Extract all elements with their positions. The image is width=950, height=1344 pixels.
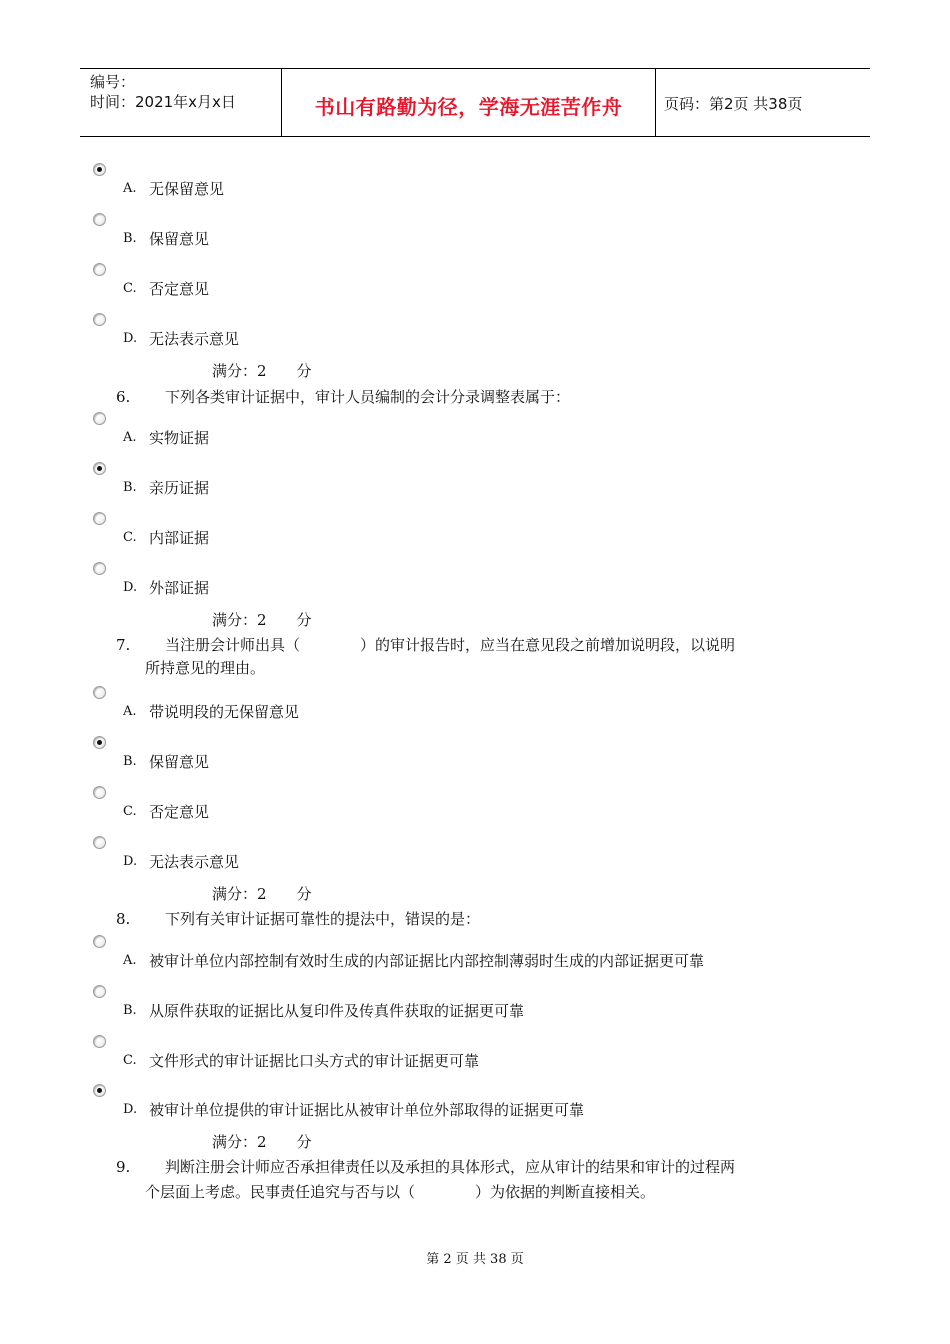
option-letter: D.: [123, 331, 138, 346]
option-letter: A.: [123, 953, 137, 968]
radio-q6-a[interactable]: [93, 412, 106, 425]
option-text: 被审计单位提供的审计证据比从被审计单位外部取得的证据更可靠: [149, 1101, 585, 1119]
question-number: 9.: [116, 1158, 131, 1176]
header-page-cell: [656, 69, 870, 136]
option-letter: B.: [123, 754, 137, 769]
document-time-label: 时间：2021年x月x日: [90, 93, 236, 111]
option-text: 否定意见: [149, 280, 210, 298]
question-stem: 下列各类审计证据中，审计人员编制的会计分录调整表属于：: [165, 388, 571, 406]
option-letter: B.: [123, 231, 137, 246]
question-stem-continued: 所持意见的理由。: [145, 659, 266, 677]
radio-q8-a[interactable]: [93, 935, 106, 948]
score-line: 满分：2 分: [212, 362, 312, 380]
question-stem: 当注册会计师出具（ ）的审计报告时，应当在意见段之前增加说明段，以说明: [165, 636, 736, 654]
option-letter: D.: [123, 1102, 138, 1117]
radio-q8-d[interactable]: [93, 1084, 106, 1097]
radio-q7-c[interactable]: [93, 786, 106, 799]
score-line: 满分：2 分: [212, 1133, 312, 1151]
option-letter: C.: [123, 530, 137, 545]
radio-q5-c[interactable]: [93, 263, 106, 276]
score-line: 满分：2 分: [212, 611, 312, 629]
option-letter: A.: [123, 704, 137, 719]
header-page-label: 页码：第2页 共38页: [664, 95, 803, 113]
header-motto-cell: [281, 69, 656, 136]
option-letter: C.: [123, 281, 137, 296]
score-line: 满分：2 分: [212, 885, 312, 903]
option-letter: B.: [123, 480, 137, 495]
option-text: 被审计单位内部控制有效时生成的内部证据比内部控制薄弱时生成的内部证据更可靠: [149, 952, 705, 970]
option-letter: B.: [123, 1003, 137, 1018]
radio-q6-b[interactable]: [93, 462, 106, 475]
question-number: 6.: [116, 388, 131, 406]
radio-q8-c[interactable]: [93, 1035, 106, 1048]
option-text: 无保留意见: [149, 180, 225, 198]
radio-q7-b[interactable]: [93, 736, 106, 749]
radio-q6-c[interactable]: [93, 512, 106, 525]
option-text: 外部证据: [149, 579, 210, 597]
option-text: 保留意见: [149, 753, 210, 771]
question-stem-continued: 个层面上考虑。民事责任追究与否与以（ ）为依据的判断直接相关。: [145, 1183, 656, 1201]
option-text: 无法表示意见: [149, 330, 240, 348]
option-letter: A.: [123, 430, 137, 445]
option-text: 亲历证据: [149, 479, 210, 497]
option-letter: A.: [123, 181, 137, 196]
option-text: 保留意见: [149, 230, 210, 248]
option-letter: D.: [123, 854, 138, 869]
header-motto: 书山有路勤为径，学海无涯苦作舟: [314, 95, 623, 119]
header-meta-cell: [80, 69, 281, 136]
option-letter: C.: [123, 804, 137, 819]
question-number: 7.: [116, 636, 131, 654]
option-text: 带说明段的无保留意见: [149, 703, 300, 721]
question-stem: 下列有关审计证据可靠性的提法中，错误的是：: [165, 910, 481, 928]
radio-q6-d[interactable]: [93, 562, 106, 575]
option-text: 内部证据: [149, 529, 210, 547]
radio-q7-d[interactable]: [93, 836, 106, 849]
question-stem: 判断注册会计师应否承担律责任以及承担的具体形式，应从审计的结果和审计的过程两: [165, 1158, 736, 1176]
page-footer: 第 2 页 共 38 页: [426, 1252, 524, 1267]
radio-q5-a[interactable]: [93, 163, 106, 176]
option-text: 无法表示意见: [149, 853, 240, 871]
option-letter: D.: [123, 580, 138, 595]
option-text: 文件形式的审计证据比口头方式的审计证据更可靠: [149, 1052, 480, 1070]
radio-q5-b[interactable]: [93, 213, 106, 226]
option-text: 实物证据: [149, 429, 210, 447]
radio-q8-b[interactable]: [93, 985, 106, 998]
question-number: 8.: [116, 910, 131, 928]
radio-q7-a[interactable]: [93, 686, 106, 699]
option-letter: C.: [123, 1053, 137, 1068]
option-text: 否定意见: [149, 803, 210, 821]
option-text: 从原件获取的证据比从复印件及传真件获取的证据更可靠: [149, 1002, 525, 1020]
document-header: [80, 68, 870, 137]
document-number-label: 编号：: [90, 73, 136, 91]
radio-q5-d[interactable]: [93, 313, 106, 326]
